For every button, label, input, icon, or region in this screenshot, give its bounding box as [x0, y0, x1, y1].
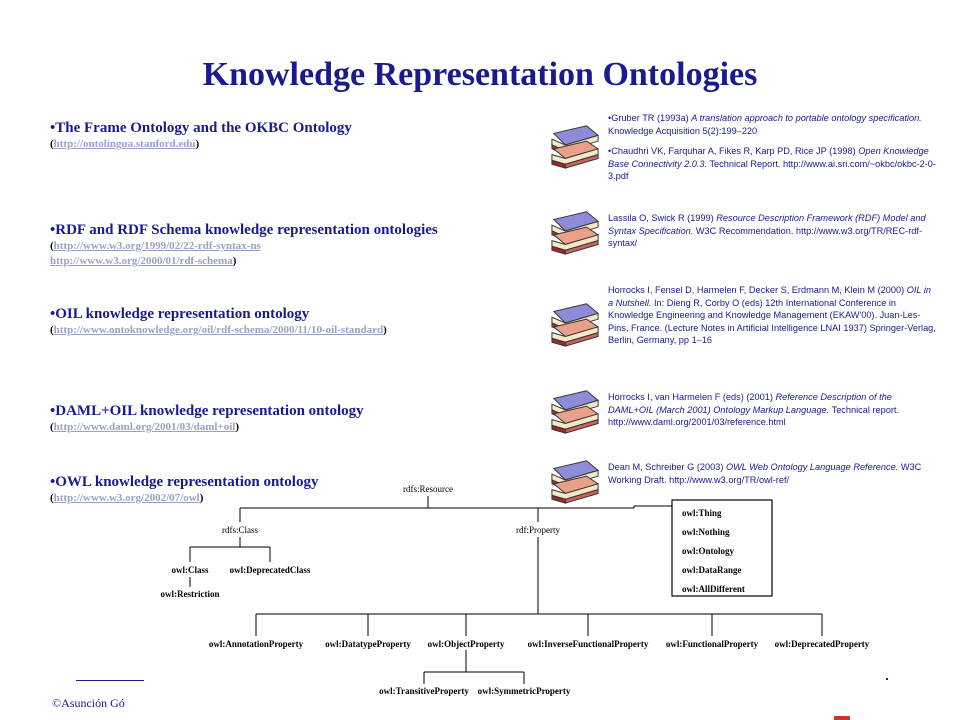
diagram-node-owl-class: owl:Class [171, 565, 209, 575]
resource-box-item: owl:Thing [682, 508, 722, 518]
diagram-node-datatype-property: owl:DatatypeProperty [325, 639, 411, 649]
diagram-node-deprecated-class: owl:DeprecatedClass [229, 565, 311, 575]
reference-entry: Horrocks I, van Harmelen F (eds) (2001) Reference Description of the DAML+OIL (March 2001) Ontology Markup Language. Technical report. http://www.daml.org/2001/03/reference.html [608, 392, 900, 427]
resource-box-item: owl:AllDifferent [682, 584, 745, 594]
topic-links: (http://ontolingua.stanford.edu) [50, 138, 200, 150]
topic-link[interactable]: http://www.w3.org/2000/01/rdf-schema [50, 255, 233, 267]
topic-heading: •DAML+OIL knowledge representation ontology [50, 403, 364, 419]
diagram-node-property: rdf:Property [516, 525, 560, 535]
footer-copyright: ©Asunción Gó [52, 696, 125, 710]
topic-link[interactable]: http://www.w3.org/2002/07/owl [53, 492, 200, 504]
diagram-node-inverse-functional-property: owl:InverseFunctionalProperty [527, 639, 649, 649]
resource-box-item: owl:Ontology [682, 546, 735, 556]
footer-divider [76, 680, 144, 681]
diagram-node-object-property: owl:ObjectProperty [427, 639, 505, 649]
diagram-node-restriction: owl:Restriction [160, 589, 220, 599]
topic-heading: •OIL knowledge representation ontology [50, 306, 310, 322]
topic-link[interactable]: http://www.daml.org/2001/03/daml+oil [53, 421, 236, 433]
topic-link[interactable]: http://www.ontoknowledge.org/oil/rdf-schema/2000/11/10-oil-standard [53, 324, 384, 336]
diagram-node-class: rdfs:Class [222, 525, 258, 535]
diagram-node-annotation-property: owl:AnnotationProperty [208, 639, 304, 649]
topic-heading: •The Frame Ontology and the OKBC Ontology [50, 120, 352, 136]
slide-title: Knowledge Representation Ontologies [202, 56, 758, 93]
diagram-node-functional-property: owl:FunctionalProperty [665, 639, 759, 649]
diagram-node-deprecated-property: owl:DeprecatedProperty [774, 639, 870, 649]
diagram-node-root: rdfs:Resource [403, 484, 453, 494]
decorative-dot [886, 678, 888, 680]
topic-links: (http://www.w3.org/1999/02/22-rdf-syntax-ns http://www.w3.org/2000/01/rdf-schema) [50, 240, 261, 267]
reference-entry: •Chaudhri VK, Farquhar A, Fikes R, Karp PD, Rice JP (1998) Open Knowledge Base Connectivity 2.0.3. Technical Report. http://www.ai.sri.com/~okbc/okbc-2-0-3.pdf [608, 146, 936, 181]
logo-fragment [834, 716, 850, 720]
topic-link[interactable]: http://www.w3.org/1999/02/22-rdf-syntax-ns [53, 240, 261, 252]
reference-entry: •Gruber TR (1993a) A translation approach to portable ontology specification. Knowledge Acquisition 5(2):199–220 [608, 113, 922, 136]
topic-link[interactable]: http://ontolingua.stanford.edu [53, 138, 196, 150]
reference-entry: Lassila O, Swick R (1999) Resource Description Framework (RDF) Model and Syntax Specification. W3C Recommendation. http://www.w3.org/TR/REC-rdf-syntax/ [608, 213, 926, 248]
topic-links: (http://www.w3.org/2002/07/owl) [50, 492, 204, 504]
topic-links: (http://www.daml.org/2001/03/daml+oil) [50, 421, 240, 433]
resource-box-item: owl:Nothing [682, 527, 730, 537]
diagram-node-transitive-property: owl:TransitiveProperty [379, 686, 469, 696]
topic-heading: •RDF and RDF Schema knowledge representation ontologies [50, 222, 438, 238]
topic-heading: •OWL knowledge representation ontology [50, 474, 319, 490]
topic-links: (http://www.ontoknowledge.org/oil/rdf-schema/2000/11/10-oil-standard) [50, 324, 387, 336]
reference-entry: Horrocks I, Fensel D, Harmelen F, Decker S, Erdmann M, Klein M (2000) OIL in a Nutshell. In: Dieng R, Corby O (eds) 12th International Conference in Knowledge Engineering and Knowledge Management (EKAW'00). Juan-Les-Pins, France. (Lecture Notes in Artificial Intelligence LNAI 1937) Springer-Verlag, Berlin, Germany, pp 1–16 [608, 285, 936, 345]
reference-entry: Dean M, Schreiber G (2003) OWL Web Ontology Language Reference. W3C Working Draft. http://www.w3.org/TR/owl-ref/ [608, 462, 922, 485]
resource-box-item: owl:DataRange [682, 565, 742, 575]
diagram-node-symmetric-property: owl:SymmetricProperty [477, 686, 571, 696]
